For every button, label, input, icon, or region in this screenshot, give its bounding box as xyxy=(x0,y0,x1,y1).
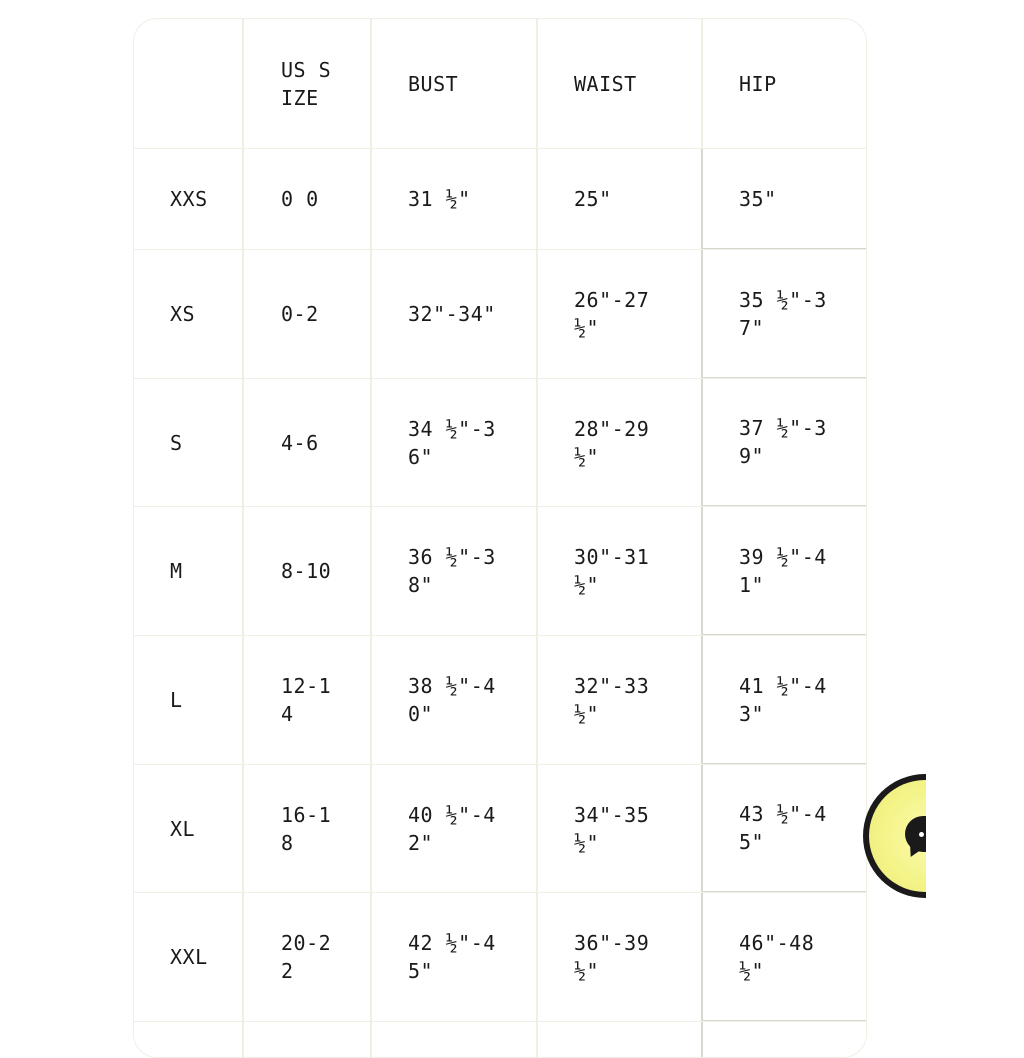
table-row xyxy=(134,636,867,765)
bust-value: 38 ½"-40" xyxy=(370,636,536,764)
waist-value: 25" xyxy=(536,149,701,249)
chat-dot-icon xyxy=(919,832,924,837)
size-label: L xyxy=(170,688,183,712)
waist-value: 28"-29 ½" xyxy=(536,379,701,506)
hip-value: 41 ½"-43" xyxy=(701,636,867,764)
hip-value: 35 ½"-37" xyxy=(701,250,867,378)
header-size-label xyxy=(134,19,242,148)
size-chart-table xyxy=(133,18,867,1058)
viewport-edge xyxy=(926,700,1024,960)
size-label: XXL xyxy=(170,945,208,969)
hip-empty xyxy=(701,1022,867,1058)
size-label: XXS xyxy=(170,187,208,211)
size-label: M xyxy=(170,559,183,583)
header-hip: HIP xyxy=(701,19,867,148)
table-row xyxy=(134,379,867,507)
us-size-value: 20-22 xyxy=(242,893,370,1021)
waist-value: 30"-31 ½" xyxy=(536,507,701,635)
us-size-value: 8-10 xyxy=(242,507,370,635)
waist-value: 32"-33 ½" xyxy=(536,636,701,764)
us-size-value: 12-14 xyxy=(242,636,370,764)
us-size-empty xyxy=(242,1022,370,1058)
bust-value: 42 ½"-45" xyxy=(370,893,536,1021)
table-row xyxy=(134,765,867,893)
bust-value: 31 ½" xyxy=(370,149,536,249)
size-label: S xyxy=(170,430,183,455)
bust-empty xyxy=(370,1022,536,1058)
header-us-size: US SIZE xyxy=(242,19,370,148)
us-size-value: 4-6 xyxy=(242,379,370,506)
waist-value: 34"-35 ½" xyxy=(536,765,701,892)
hip-value: 46"-48 ½" xyxy=(701,893,867,1021)
bust-value: 34 ½"-36" xyxy=(370,379,536,506)
hip-value: 37 ½"-39" xyxy=(701,379,867,506)
bust-value: 32"-34" xyxy=(370,250,536,378)
waist-value: 36"-39 ½" xyxy=(536,893,701,1021)
size-label: XS xyxy=(170,302,196,326)
waist-value: 26"-27 ½" xyxy=(536,250,701,378)
table-row-partial xyxy=(134,1022,867,1058)
waist-empty xyxy=(536,1022,701,1058)
hip-value: 43 ½"-45" xyxy=(701,765,867,892)
table-row xyxy=(134,250,867,379)
size-label: XL xyxy=(170,816,196,841)
table-row xyxy=(134,149,867,250)
table-header-row xyxy=(134,19,867,149)
bust-value: 40 ½"-42" xyxy=(370,765,536,892)
us-size-value: 0-2 xyxy=(242,250,370,378)
hip-value: 35" xyxy=(701,149,867,249)
header-bust: BUST xyxy=(370,19,536,148)
hip-value: 39 ½"-41" xyxy=(701,507,867,635)
us-size-value: 16-18 xyxy=(242,765,370,892)
us-size-value: 0 0 xyxy=(242,149,370,249)
table-row xyxy=(134,507,867,636)
size-label-empty xyxy=(134,1022,242,1058)
header-waist: WAIST xyxy=(536,19,701,148)
bust-value: 36 ½"-38" xyxy=(370,507,536,635)
table-row xyxy=(134,893,867,1022)
